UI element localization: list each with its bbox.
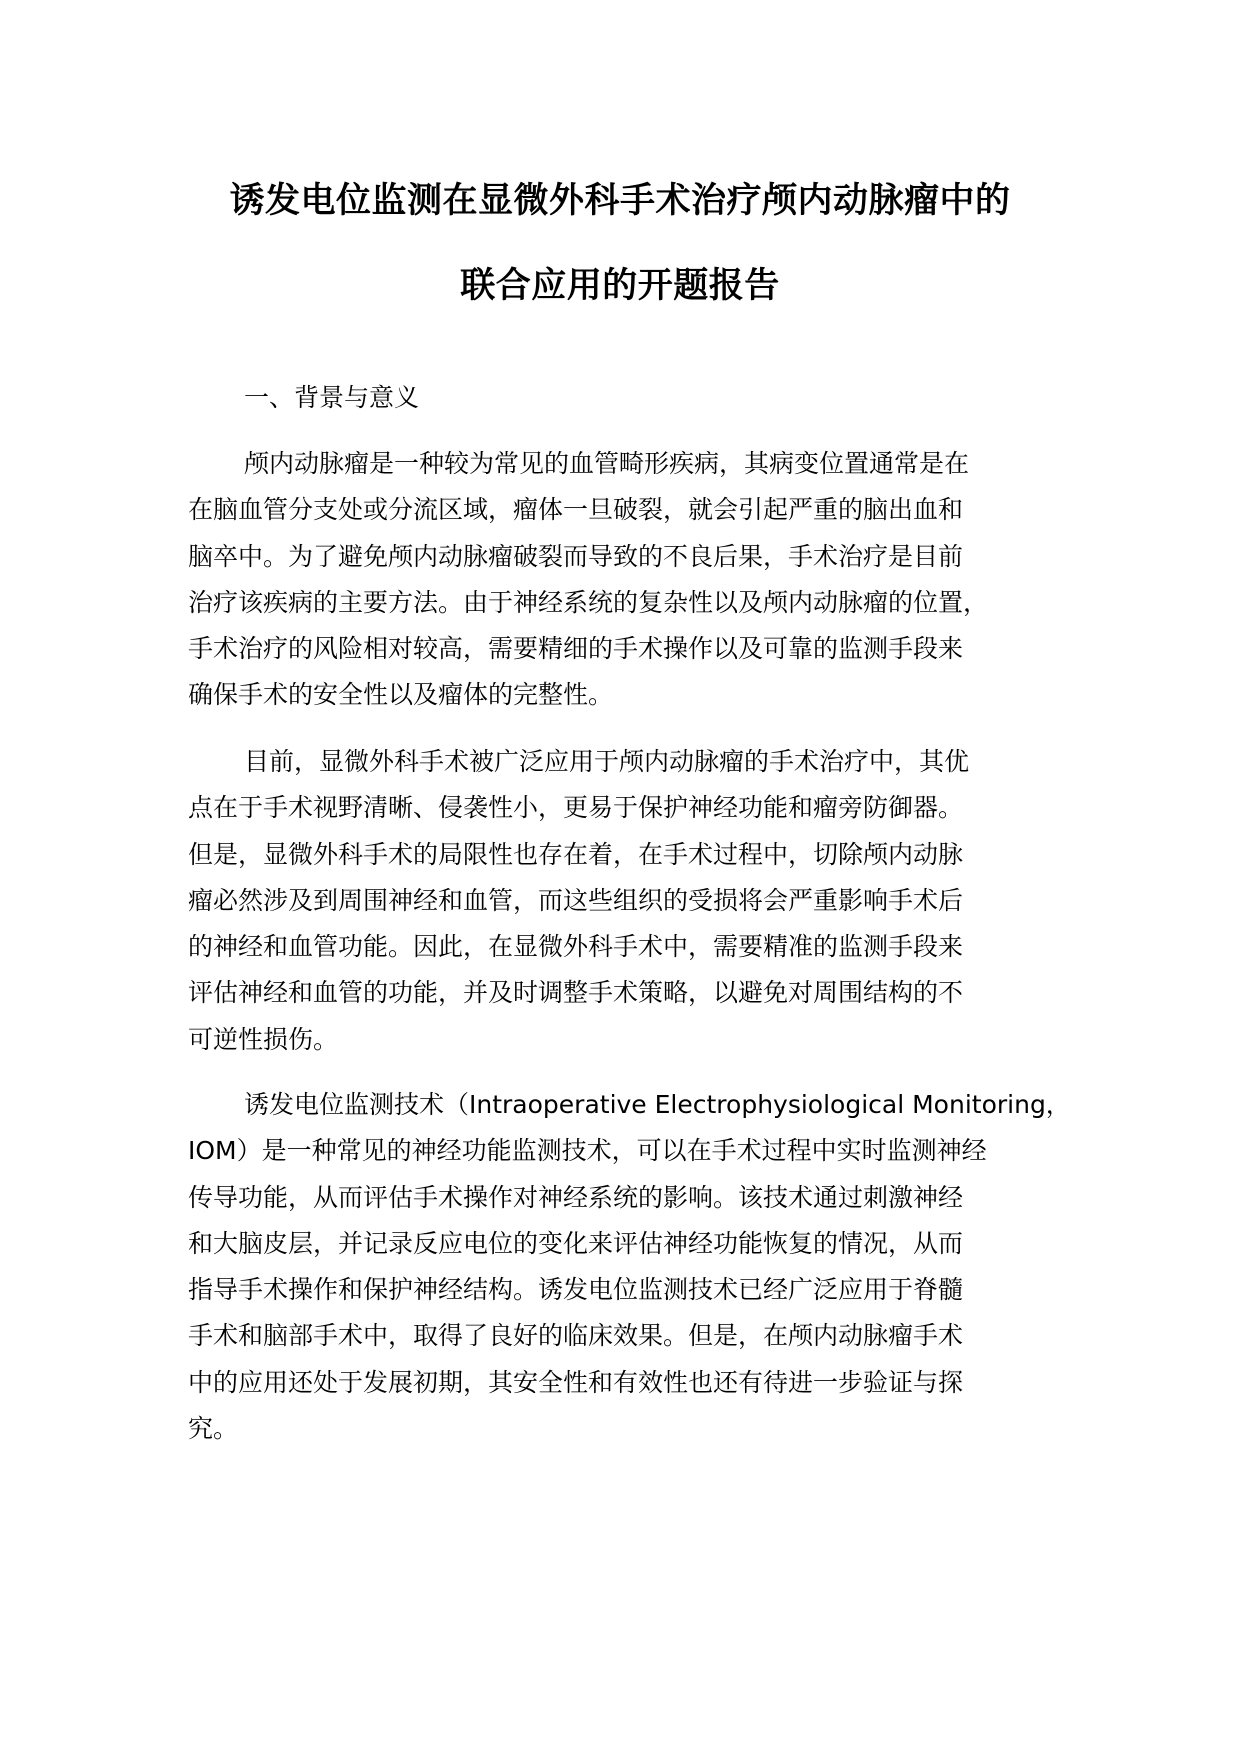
paragraph-2 (188, 739, 1088, 1063)
paragraph-line: 点在于手术视野清晰、侵袭性小，更易于保护神经功能和瘤旁防御器。 (188, 793, 964, 823)
paragraph-line: 手术治疗的风险相对较高，需要精细的手术操作以及可靠的监测手段来 (188, 634, 964, 664)
paragraph-line: 评估神经和血管的功能，并及时调整手术策略，以避免对周围结构的不 (188, 978, 964, 1008)
paragraph-line: 中的应用还处于发展初期，其安全性和有效性也还有待进一步验证与探 (188, 1367, 964, 1397)
paragraph-line: 目前，显微外科手术被广泛应用于颅内动脉瘤的手术治疗中，其优 (244, 747, 970, 776)
paragraph-line: 瘤必然涉及到周围神经和血管，而这些组织的受损将会严重影响手术后 (188, 885, 964, 915)
paragraph-line: 指导手术操作和保护神经结构。诱发电位监测技术已经广泛应用于脊髓 (188, 1275, 964, 1305)
section-heading: 一、背景与意义 (244, 383, 420, 412)
document-title-line-1: 诱发电位监测在显微外科手术治疗颅内动脉瘤中的 (229, 181, 1011, 221)
paragraph-line: 诱发电位监测技术（Intraoperative Electrophysiological Monitoring， (244, 1090, 1071, 1119)
document-title-line-2: 联合应用的开题报告 (460, 266, 780, 306)
paragraph-line: 的神经和血管功能。因此，在显微外科手术中，需要精准的监测手段来 (188, 932, 964, 962)
paragraph-1 (188, 441, 1088, 719)
paragraph-line: 颅内动脉瘤是一种较为常见的血管畸形疾病，其病变位置通常是在 (244, 449, 970, 478)
paragraph-line: 究。 (188, 1414, 239, 1444)
paragraph-line: 脑卒中。为了避免颅内动脉瘤破裂而导致的不良后果，手术治疗是目前 (188, 541, 964, 571)
paragraph-line: 手术和脑部手术中，取得了良好的临床效果。但是，在颅内动脉瘤手术 (188, 1321, 964, 1351)
paragraph-line: 传导功能，从而评估手术操作对神经系统的影响。该技术通过刺激神经 (188, 1182, 964, 1212)
paragraph-line: 可逆性损伤。 (188, 1024, 339, 1054)
paragraph-line: IOM）是一种常见的神经功能监测技术，可以在手术过程中实时监测神经 (188, 1136, 987, 1166)
paragraph-line: 和大脑皮层，并记录反应电位的变化来评估神经功能恢复的情况，从而 (188, 1228, 964, 1258)
paragraph-line: 确保手术的安全性以及瘤体的完整性。 (188, 680, 614, 710)
paragraph-3 (188, 1082, 1088, 1452)
paragraph-line: 治疗该疾病的主要方法。由于神经系统的复杂性以及颅内动脉瘤的位置， (188, 587, 989, 617)
paragraph-line: 在脑血管分支处或分流区域，瘤体一旦破裂，就会引起严重的脑出血和 (188, 495, 964, 525)
paragraph-line: 但是，显微外科手术的局限性也存在着，在手术过程中，切除颅内动脉 (188, 839, 964, 869)
